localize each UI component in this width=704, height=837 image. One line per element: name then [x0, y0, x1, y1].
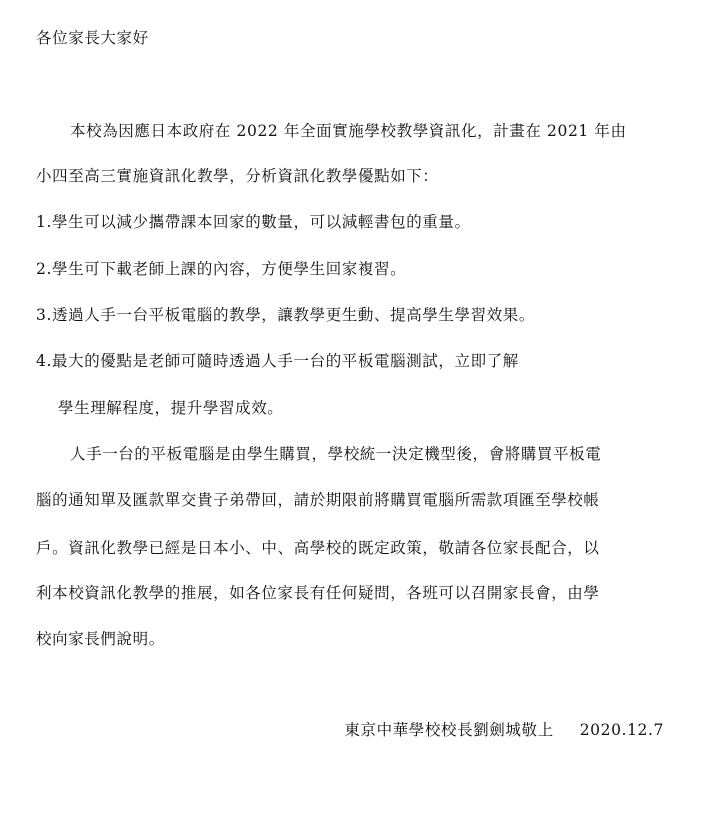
- paragraph2-line2: 腦的通知單及匯款單交貴子弟帶回，請於期限前將購買電腦所需款項匯至學校帳: [36, 491, 600, 509]
- paragraph2-line4: 利本校資訊化教學的推展，如各位家長有任何疑問，各班可以召開家長會，由學: [36, 584, 600, 602]
- advantage-item-4-line1: 4.最大的優點是老師可隨時透過人手一台的平板電腦測試，立即了解: [36, 352, 519, 370]
- signature-line: [344, 720, 664, 740]
- advantage-item-4-line2: 學生理解程度，提升學習成效。: [58, 399, 284, 417]
- paragraph2-line5: 校向家長們說明。: [36, 630, 165, 648]
- signature-name: 東京中華學校校長劉劍城敬上: [344, 721, 554, 739]
- paragraph1-line2: 小四至高三實施資訊化教學，分析資訊化教學優點如下：: [36, 167, 439, 185]
- greeting-line: 各位家長大家好: [36, 29, 149, 47]
- advantage-item-3: 3.透過人手一台平板電腦的教學，讓教學更生動、提高學生學習效果。: [36, 306, 535, 324]
- paragraph2-line1: 人手一台的平板電腦是由學生購買，學校統一決定機型後，會將購買平板電: [70, 445, 602, 463]
- advantage-item-2: 2.學生可下載老師上課的內容，方便學生回家複習。: [36, 260, 407, 278]
- paragraph2-line3: 戶。資訊化教學已經是日本小、中、高學校的既定政策，敬請各位家長配合，以: [36, 539, 600, 557]
- advantage-item-1: 1.學生可以減少攜帶課本回家的數量，可以減輕書包的重量。: [36, 213, 471, 231]
- paragraph1-line1: 本校為因應日本政府在 2022 年全面實施學校教學資訊化，計畫在 2021 年由: [70, 122, 627, 140]
- signature-date: 2020.12.7: [579, 721, 664, 739]
